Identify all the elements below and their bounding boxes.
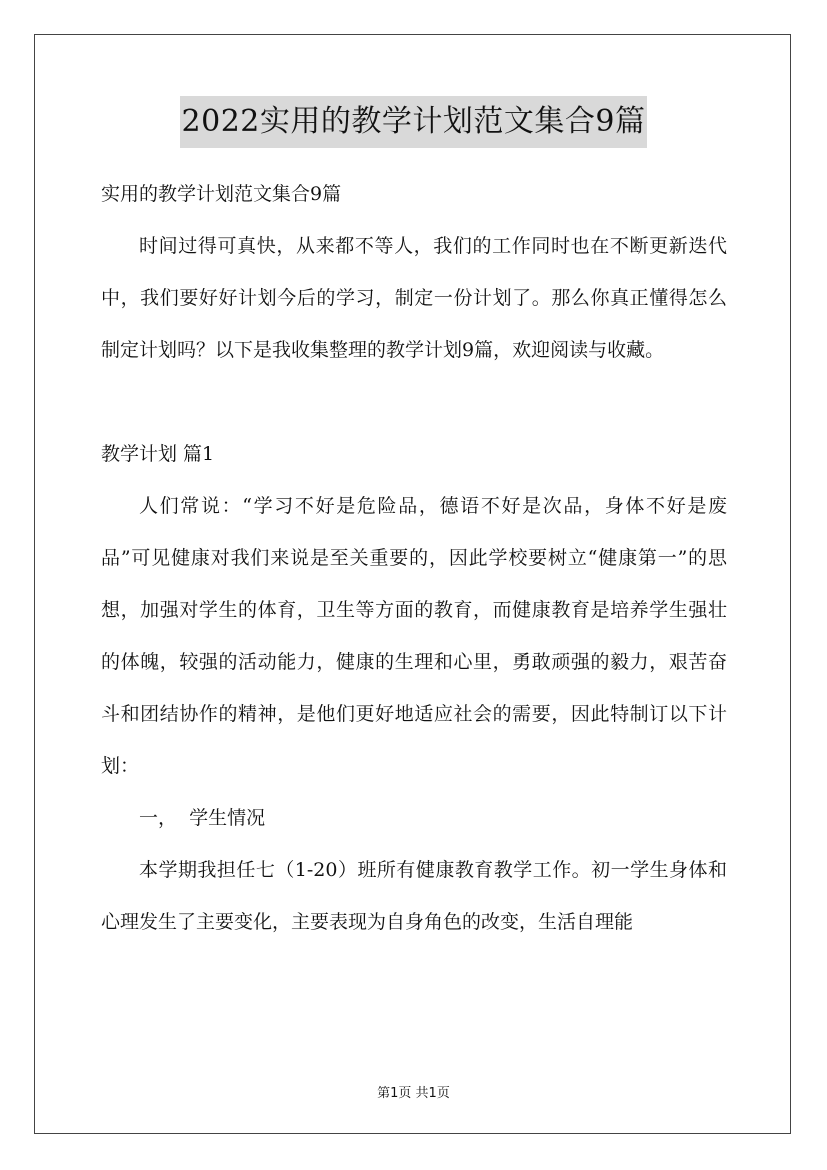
document-body — [101, 168, 727, 948]
document-title: 2022实用的教学计划范文集合9篇 — [180, 96, 648, 148]
section-paragraph: 本学期我担任七（1-20）班所有健康教育教学工作。初一学生身体和心理发生了主要变化，主要表现为自身角色的改变，生活自理能 — [101, 859, 727, 933]
paragraph-spacer — [101, 376, 727, 428]
intro-paragraph: 时间过得可真快，从来都不等人，我们的工作同时也在不断更新迭代中，我们要好好计划今后的学习，制定一份计划了。那么你真正懂得怎么制定计划吗？以下是我收集整理的教学计划9篇，欢迎阅读与收藏。 — [101, 235, 727, 361]
page-number: 第1页 共1页 — [377, 1086, 450, 1101]
section-paragraph: 人们常说：“学习不好是危险品，德语不好是次品，身体不好是废品”可见健康对我们来说是至关重要的，因此学校要树立“健康第一”的思想，加强对学生的体育，卫生等方面的教育，而健康教育是培养学生强壮的体魄，较强的活动能力，健康的生理和心里，勇敢顽强的毅力，艰苦奋斗和团结协作的精神，是他们更好地适应社会的需要，因此特制订以下计划： — [101, 495, 727, 777]
document-subtitle: 实用的教学计划范文集合9篇 — [101, 183, 342, 205]
section-heading: 教学计划 篇1 — [101, 443, 215, 465]
item-heading: 一， 学生情况 — [139, 807, 266, 829]
title-area — [0, 96, 827, 148]
